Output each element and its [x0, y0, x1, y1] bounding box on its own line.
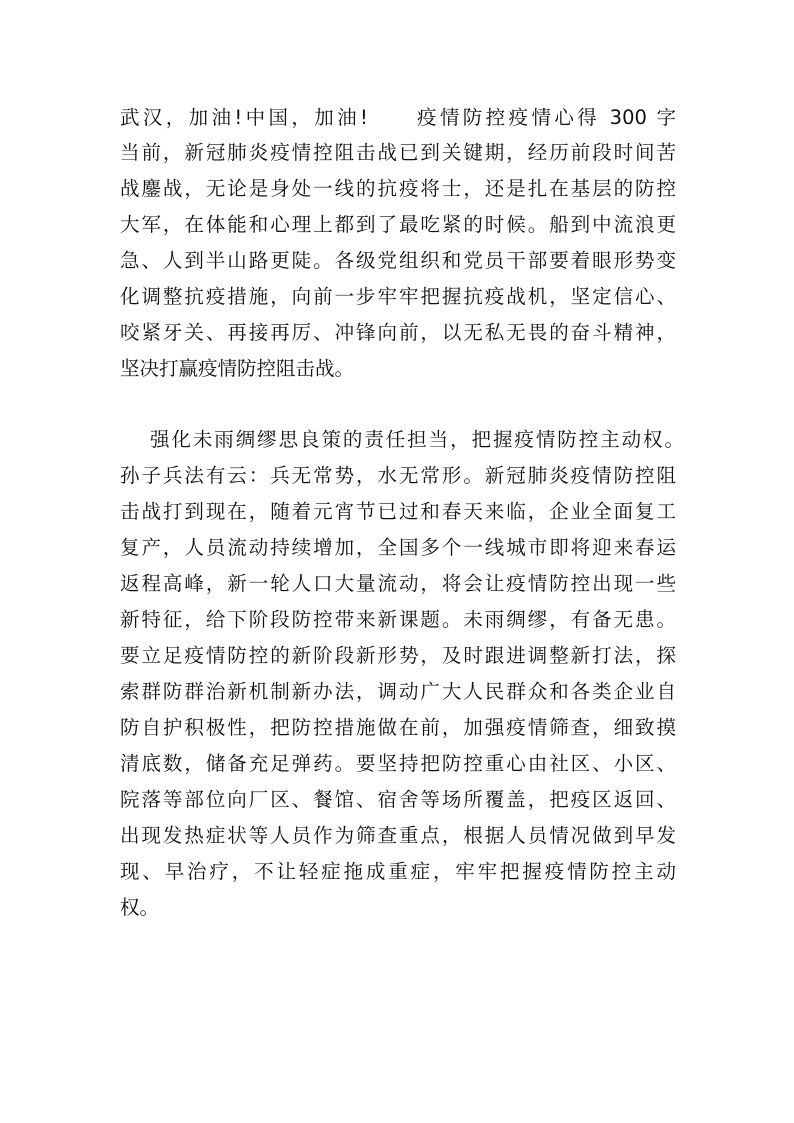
text-line-18: 清底数，储备充足弹药。要坚持把防控重心由社区、小区、: [120, 752, 676, 775]
text-line-8: 坚决打赢疫情防控阻击战。: [120, 357, 355, 380]
text-line-14: 新特征，给下阶段防控带来新课题。未雨绸缪，有备无患。: [120, 608, 676, 631]
text-line-3: 战鏖战，无论是身处一线的抗疫将士，还是扎在基层的防控: [120, 177, 676, 200]
text-line-20: 出现发热症状等人员作为筛查重点，根据人员情况做到早发: [120, 824, 676, 847]
paragraph-2-first-line: 强化未雨绸缪思良策的责任担当，把握疫情防控主动权。: [150, 428, 684, 451]
text-line-6: 化调整抗疫措施，向前一步牢牢把握抗疫战机，坚定信心、: [120, 285, 676, 308]
text-line-7: 咬紧牙关、再接再厉、冲锋向前，以无私无畏的奋斗精神，: [120, 321, 676, 344]
text-line-17: 防自护积极性，把防控措施做在前，加强疫情筛查，细致摸: [120, 716, 676, 739]
text-line-10: 孙子兵法有云：兵无常势，水无常形。新冠肺炎疫情防控阻: [120, 464, 676, 487]
text-line-12: 复产，人员流动持续增加，全国多个一线城市即将迎来春运: [120, 536, 676, 559]
text-line-4: 大军，在体能和心理上都到了最吃紧的时候。船到中流浪更: [120, 213, 676, 236]
text-line-22: 权。: [120, 896, 160, 919]
text-line-11: 击战打到现在，随着元宵节已过和春天来临，企业全面复工: [120, 500, 676, 523]
text-line-1: 武汉，加油!中国，加油! 疫情防控疫情心得 300 字: [120, 106, 676, 129]
text-line-2: 当前，新冠肺炎疫情控阻击战已到关键期，经历前段时间苦: [120, 141, 676, 164]
text-line-5: 急、人到半山路更陡。各级党组织和党员干部要着眼形势变: [120, 249, 676, 272]
text-line-19: 院落等部位向厂区、餐馆、宿舍等场所覆盖，把疫区返回、: [120, 788, 676, 811]
text-line-13: 返程高峰，新一轮人口大量流动，将会让疫情防控出现一些: [120, 572, 676, 595]
text-line-16: 索群防群治新机制新办法，调动广大人民群众和各类企业自: [120, 680, 676, 703]
text-line-21: 现、早治疗，不让轻症拖成重症，牢牢把握疫情防控主动: [120, 860, 676, 883]
text-line-15: 要立足疫情防控的新阶段新形势，及时跟进调整新打法，探: [120, 644, 676, 667]
